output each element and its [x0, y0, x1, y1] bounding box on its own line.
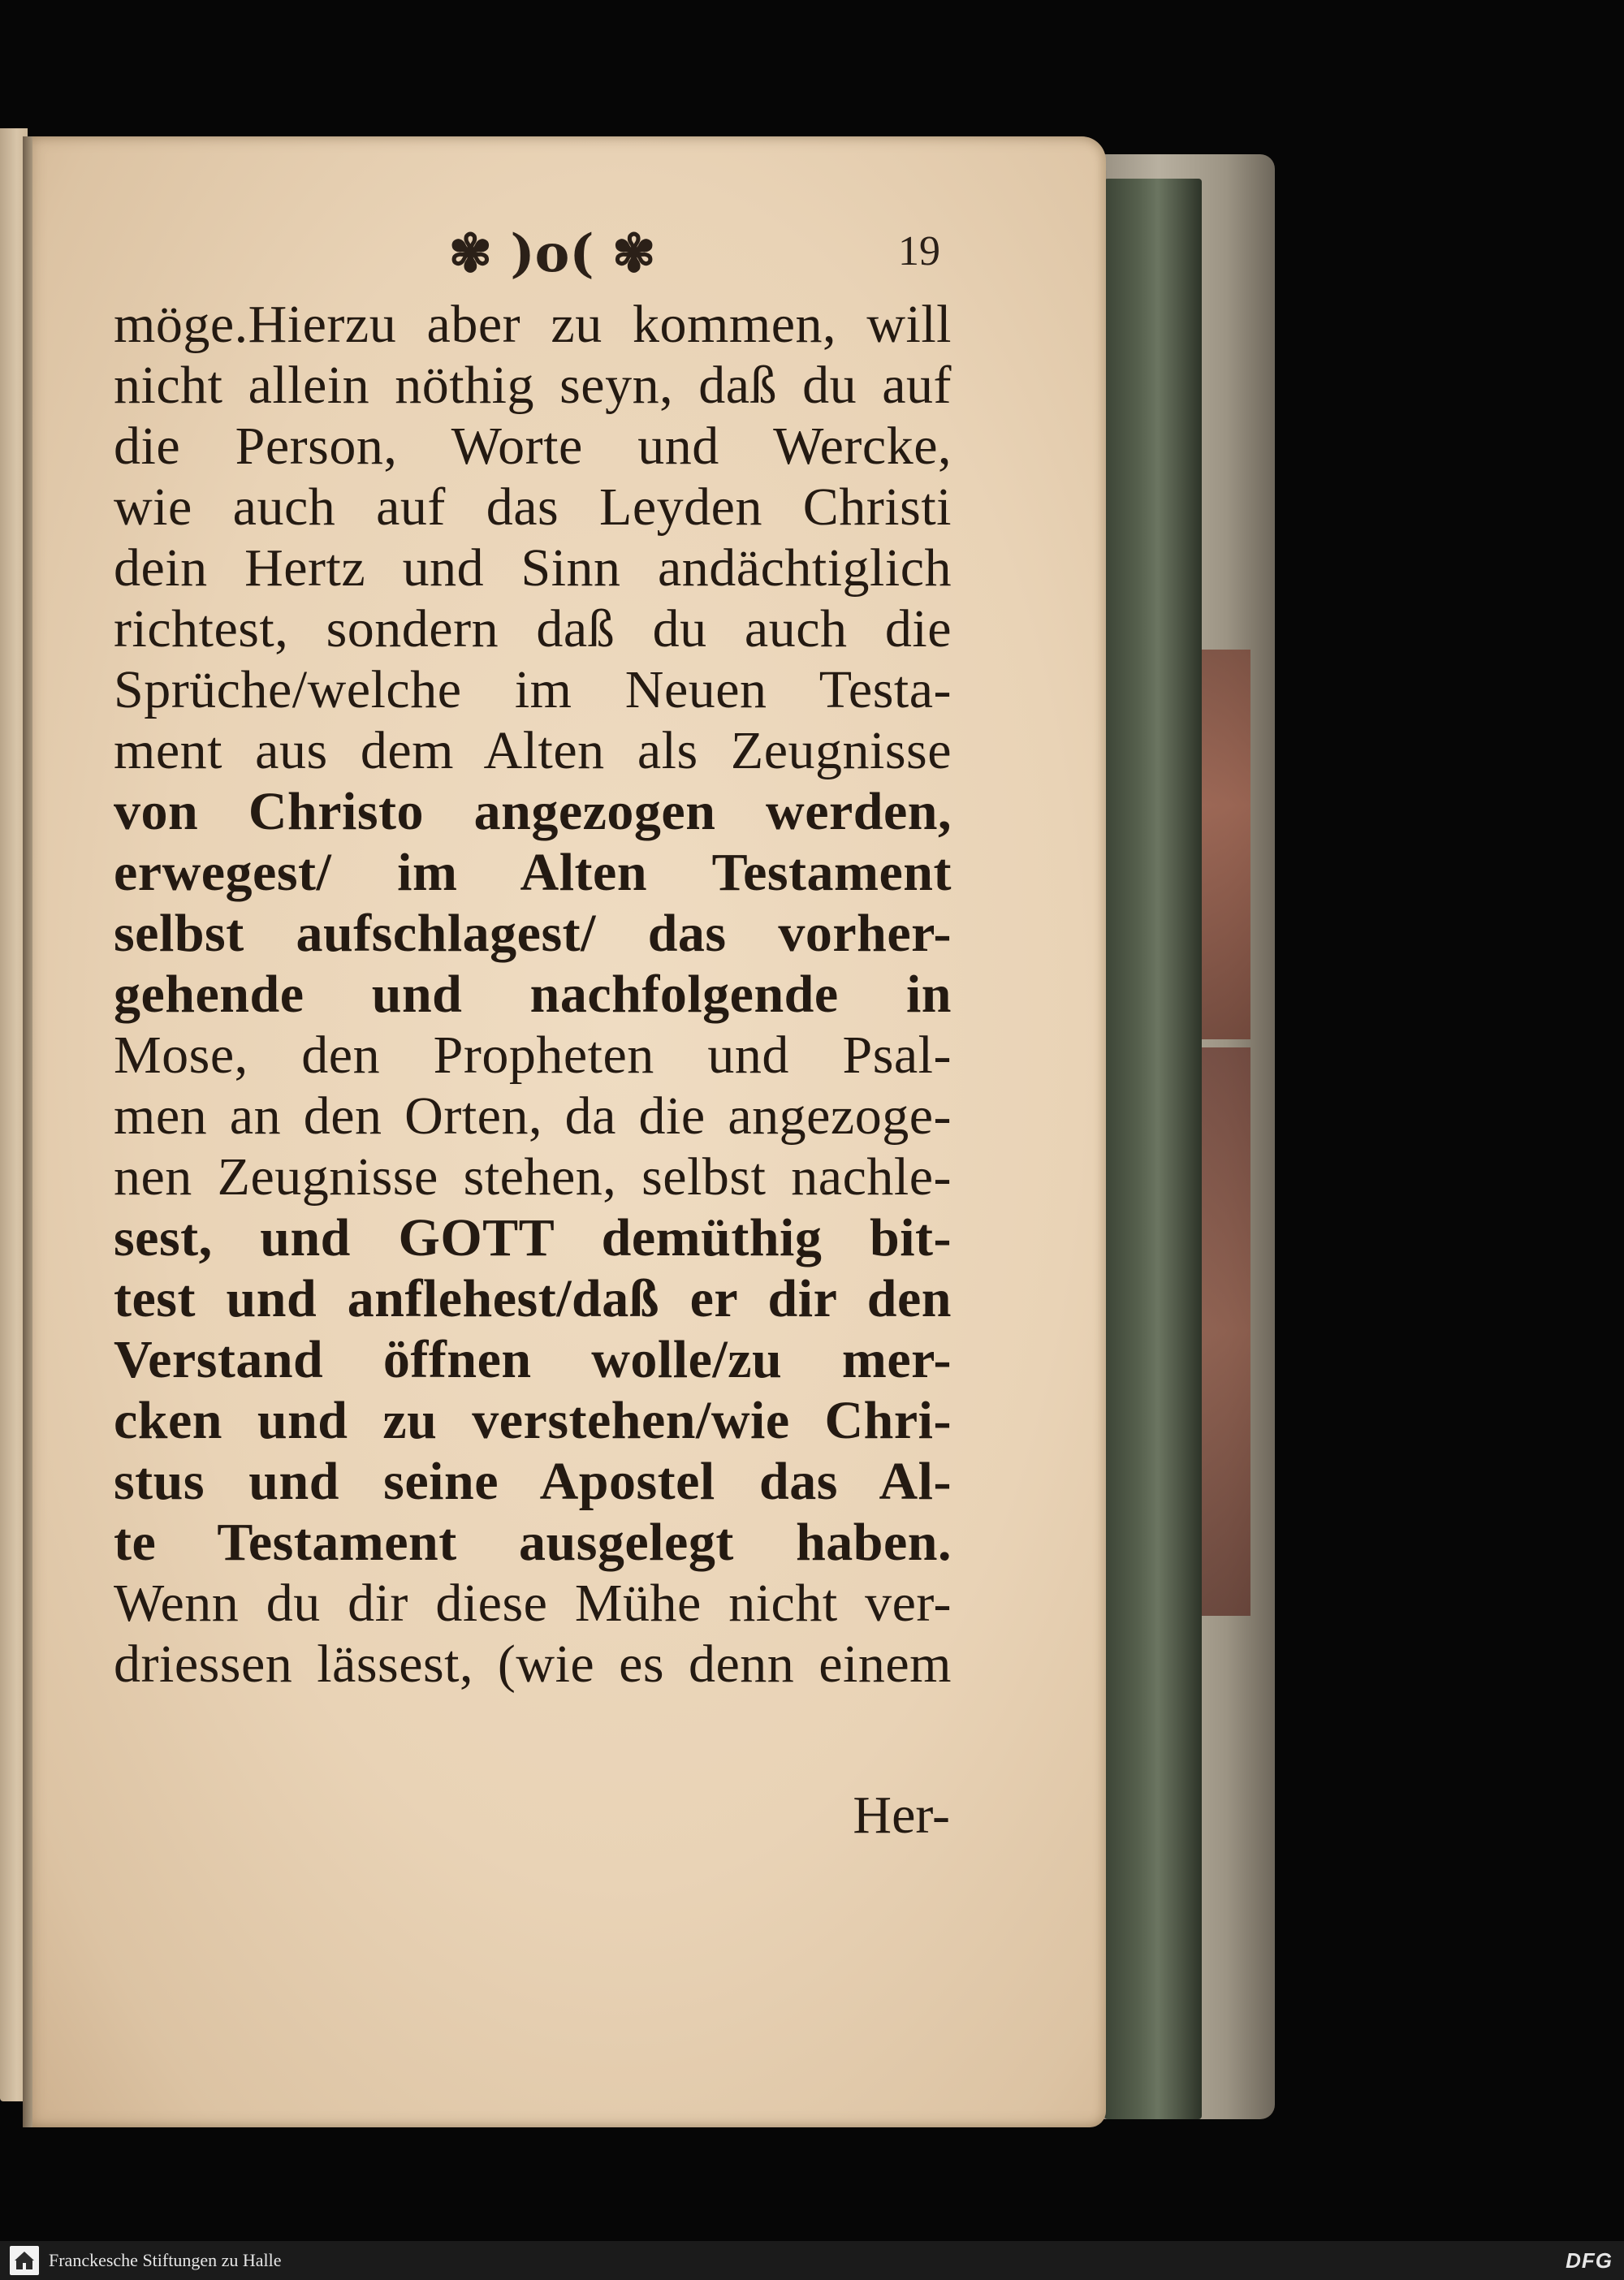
text-line: die Person, Worte und Wercke, [114, 417, 952, 476]
text-line: möge.Hierzu aber zu kommen, will [114, 295, 952, 354]
cover-marbling [1194, 1047, 1250, 1616]
text-line: nen Zeugnisse stehen, selbst nachle- [114, 1147, 952, 1207]
text-line: nicht allein nöthig seyn, daß du auf [114, 356, 952, 415]
text-line: selbst aufschlagest/ das vorher- [114, 904, 952, 963]
text-line: sest, und GOTT demüthig bit- [114, 1208, 952, 1267]
text-line: driessen lässest, (wie es denn einem [114, 1634, 952, 1694]
catchword: Her- [853, 1786, 950, 1845]
text-line: richtest, sondern daß du auch die [114, 599, 952, 659]
text-line: test und anflehest/daß er dir den [114, 1269, 952, 1328]
text-line: te Testament ausgelegt haben. [114, 1513, 952, 1572]
text-line: stus und seine Apostel das Al- [114, 1452, 952, 1511]
institution-logo-icon[interactable] [10, 2246, 39, 2275]
page-number: 19 [898, 228, 940, 274]
text-line: gehende und nachfolgende in [114, 965, 952, 1024]
text-line: men an den Orten, da die angezoge- [114, 1086, 952, 1146]
dfg-logo[interactable]: DFG [1566, 2248, 1613, 2273]
text-line: Mose, den Propheten und Psal- [114, 1026, 952, 1085]
footer-bar [0, 2241, 1624, 2280]
page-fore-edge [1104, 179, 1202, 2119]
text-line: Wenn du dir diese Mühe nicht ver- [114, 1574, 952, 1633]
institution-name[interactable]: Franckesche Stiftungen zu Halle [49, 2250, 282, 2270]
text-line: cken und zu verstehen/wie Chri- [114, 1391, 952, 1450]
text-line: ment aus dem Alten als Zeugnisse [114, 721, 952, 780]
body-text [114, 294, 952, 1695]
text-line: Verstand öffnen wolle/zu mer- [114, 1330, 952, 1389]
text-line: wie auch auf das Leyden Christi [114, 477, 952, 537]
spine-gutter [23, 136, 32, 2127]
text-line: dein Hertz und Sinn andächtiglich [114, 538, 952, 598]
text-line: Sprüche/welche im Neuen Testa- [114, 660, 952, 719]
text-line: von Christo angezogen werden, [114, 782, 952, 841]
running-head-ornament: ✾ )o( ✾ [448, 223, 656, 284]
text-line: erwegest/ im Alten Testament [114, 843, 952, 902]
cover-marbling [1202, 650, 1250, 1039]
